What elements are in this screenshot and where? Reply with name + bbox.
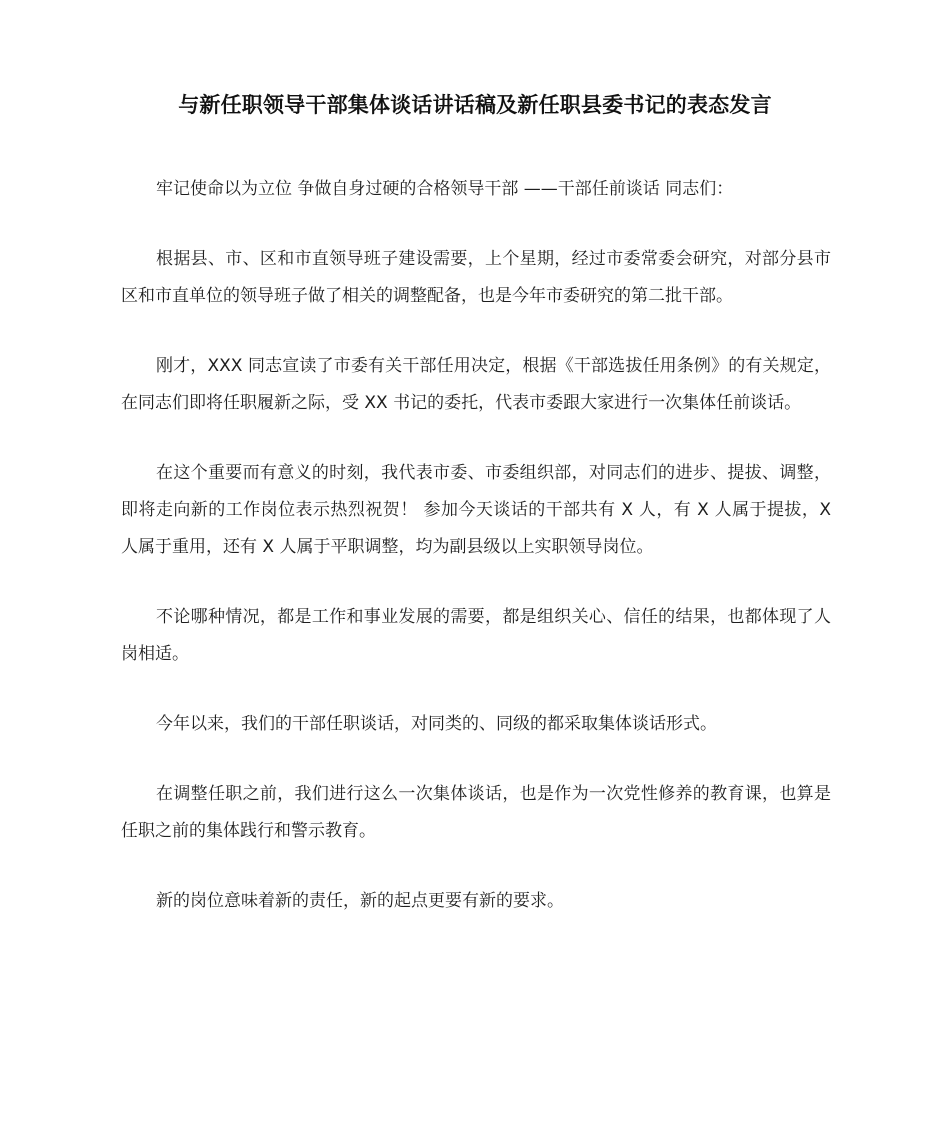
paragraph-talk-format: 今年以来，我们的干部任职谈话，对同类的、同级的都采取集体谈话形式。 xyxy=(156,714,717,734)
document-title: 与新任职领导干部集体谈话讲话稿及新任职县委书记的表态发言 xyxy=(178,93,772,117)
paragraph-appointment-decision: 刚才，XXX 同志宣读了市委有关干部任用决定，根据《干部选拔任用条例》的有关规定，在同志们即将任职履新之际，受 XX 书记的委托，代表市委跟大家进行一次集体任前谈话。 xyxy=(121,356,831,413)
document-body xyxy=(121,171,831,953)
paragraph-situation: 不论哪种情况，都是工作和事业发展的需要，都是组织关心、信任的结果，也都体现了人岗相适。 xyxy=(121,607,831,664)
paragraph-congratulations: 在这个重要而有意义的时刻，我代表市委、市委组织部，对同志们的进步、提拔、调整，即将走向新的工作岗位表示热烈祝贺！ 参加今天谈话的干部共有 X 人，有 X 人属于提拔，X 人属于重用，还有 X 人属于平职调整，均为副县级以上实职领导岗位。 xyxy=(121,463,831,557)
paragraph-salutation: 牢记使命以为立位 争做自身过硬的合格领导干部 ——干部任前谈话 同志们： xyxy=(156,179,734,199)
paragraph-education: 在调整任职之前，我们进行这么一次集体谈话，也是作为一次党性修养的教育课，也算是任职之前的集体践行和警示教育。 xyxy=(121,784,831,841)
paragraph-background: 根据县、市、区和市直领导班子建设需要，上个星期，经过市委常委会研究，对部分县市区和市直单位的领导班子做了相关的调整配备，也是今年市委研究的第二批干部。 xyxy=(121,249,831,306)
paragraph-new-requirements: 新的岗位意味着新的责任，新的起点更要有新的要求。 xyxy=(156,891,564,911)
